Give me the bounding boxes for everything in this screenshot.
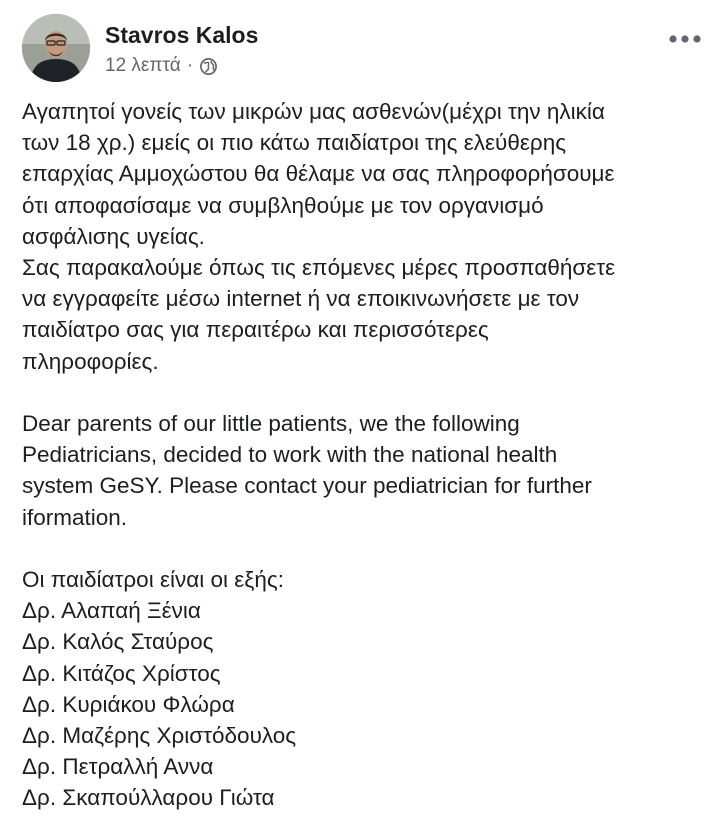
- list-item: Δρ. Αλαπαή Ξένια: [22, 598, 201, 624]
- text-line: iformation.: [22, 504, 128, 530]
- text-line: πληροφορίες.: [22, 348, 159, 374]
- text-line: ασφάλισης υγείας.: [22, 223, 205, 249]
- doctor-list: [22, 564, 702, 814]
- list-item: Δρ. Καλός Σταύρος: [22, 629, 214, 655]
- text-line: Pediatricians, decided to work with the national health: [22, 442, 558, 468]
- list-item: Δρ. Σκαπούλλαρου Γιώτα: [22, 785, 275, 811]
- avatar[interactable]: [22, 14, 90, 82]
- paragraph-gap: [22, 533, 702, 564]
- list-heading: Οι παιδίατροι είναι οι εξής:: [22, 567, 284, 593]
- post-meta: [105, 55, 218, 77]
- text-line: παιδίατρο σας για περαιτέρω και περισσότερες: [22, 317, 489, 343]
- list-item: Δρ. Κιτάζος Χρίστος: [22, 660, 221, 686]
- paragraph-gap: [22, 377, 702, 408]
- post-header: [22, 14, 702, 90]
- text-line: των 18 χρ.) εμείς οι πιο κάτω παιδίατροι της ελεύθερης: [22, 130, 567, 156]
- text-line: να εγγραφείτε μέσω internet ή να εποικινωνήσετε με τον: [22, 286, 580, 312]
- globe-icon[interactable]: [199, 57, 218, 76]
- list-item: Δρ. Μαζέρης Χριστόδουλος: [22, 723, 297, 749]
- text-line: Dear parents of our little patients, we the following: [22, 411, 520, 437]
- text-line: Σας παρακαλούμε όπως τις επόμενες μέρες προσπαθήσετε: [22, 255, 616, 281]
- list-item: Δρ. Πετραλλή Αννα: [22, 754, 214, 780]
- list-item: Δρ. Κυριάκου Φλώρα: [22, 691, 235, 717]
- english-paragraph: [22, 408, 702, 533]
- text-line: system GeSY. Please contact your pediatrician for further: [22, 473, 592, 499]
- more-horizontal-icon[interactable]: [668, 32, 702, 44]
- meta-separator: ·: [186, 55, 194, 76]
- text-line: επαρχίας Αμμοχώστου θα θέλαμε να σας πληροφορήσουμε: [22, 161, 615, 187]
- greek-paragraph: [22, 96, 702, 377]
- author-name[interactable]: Stavros Kalos: [105, 22, 259, 48]
- post-body: [22, 96, 702, 814]
- text-line: Αγαπητοί γονείς των μικρών μας ασθενών(μέχρι την ηλικία: [22, 99, 605, 124]
- text-line: ότι αποφασίσαμε να συμβληθούμε με τον οργανισμό: [22, 192, 544, 218]
- post-timestamp[interactable]: 12 λεπτά: [105, 55, 181, 76]
